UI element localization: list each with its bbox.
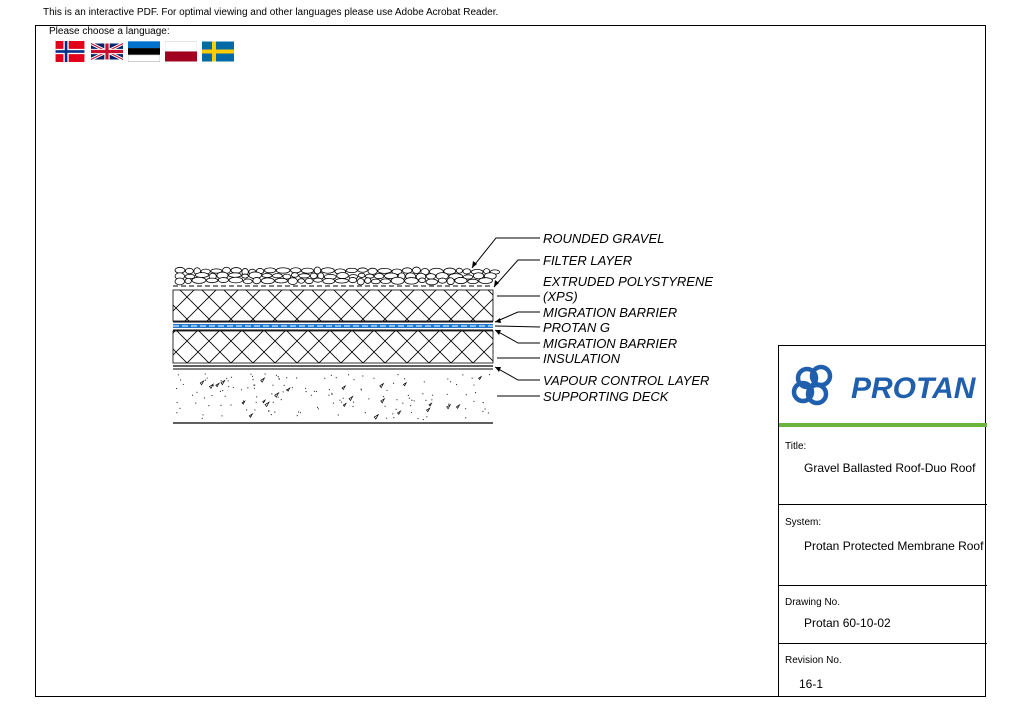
- deck-aggregate-stone: [456, 405, 459, 408]
- deck-aggregate-dot: [226, 378, 227, 379]
- deck-aggregate-dot: [343, 398, 344, 399]
- deck-aggregate-dot: [176, 412, 177, 413]
- gravel-layer: [175, 267, 500, 285]
- deck-aggregate-dot: [228, 386, 229, 387]
- deck-aggregate-dot: [221, 415, 222, 416]
- deck-aggregate-stone: [275, 393, 279, 397]
- deck-aggregate-dot: [341, 401, 342, 402]
- deck-aggregate-dot: [397, 374, 398, 375]
- drawing-value: Protan 60-10-02: [804, 616, 891, 630]
- gravel-pebble: [243, 279, 252, 284]
- deck-aggregate-dot: [202, 414, 203, 415]
- deck-aggregate-dot: [402, 403, 403, 404]
- deck-aggregate-stone: [261, 378, 265, 382]
- deck-aggregate-dot: [383, 396, 384, 397]
- deck-aggregate-dot: [274, 412, 275, 413]
- deck-aggregate-dot: [353, 379, 354, 380]
- deck-aggregate-stone: [381, 399, 385, 403]
- deck-aggregate-dot: [180, 379, 181, 380]
- deck-aggregate-stone: [447, 405, 451, 409]
- deck-aggregate-stone: [479, 377, 482, 380]
- deck-aggregate-dot: [329, 389, 330, 390]
- label-insulation: INSULATION: [543, 351, 621, 366]
- system-label: System:: [785, 517, 822, 528]
- gravel-pebble: [323, 278, 335, 283]
- deck-aggregate-dot: [179, 408, 180, 409]
- deck-aggregate-dot: [333, 403, 334, 404]
- deck-aggregate-dot: [339, 400, 340, 401]
- gravel-pebble: [305, 278, 313, 283]
- deck-aggregate-dot: [475, 392, 476, 393]
- gravel-pebble: [456, 268, 462, 273]
- drawing-cell: [779, 585, 987, 643]
- deck-aggregate-dot: [386, 390, 387, 391]
- gravel-pebble: [381, 279, 391, 284]
- gravel-pebble: [291, 273, 298, 278]
- label-migration-barrier-top: MIGRATION BARRIER: [543, 305, 678, 320]
- gravel-pebble: [175, 267, 185, 273]
- deck-aggregate-stone: [287, 388, 290, 391]
- deck-aggregate-dot: [404, 378, 405, 379]
- gravel-pebble: [242, 274, 249, 278]
- deck-aggregate-dot: [246, 409, 247, 410]
- gravel-pebble: [335, 279, 348, 283]
- deck-aggregate-dot: [417, 418, 418, 419]
- gravel-pebble: [337, 273, 349, 279]
- deck-aggregate-dot: [384, 406, 385, 407]
- deck-aggregate-stone: [242, 401, 245, 404]
- gravel-pebble: [301, 268, 313, 273]
- deck-aggregate-stone: [429, 403, 432, 406]
- deck-aggregate-dot: [426, 416, 427, 417]
- deck-aggregate-dot: [395, 409, 396, 410]
- deck-aggregate-dot: [250, 374, 251, 375]
- gravel-pebble: [272, 274, 282, 278]
- deck-aggregate-dot: [231, 377, 232, 378]
- deck-aggregate-dot: [273, 402, 274, 403]
- deck-aggregate-stone: [343, 403, 346, 406]
- deck-aggregate-dot: [252, 379, 253, 380]
- deck-aggregate-dot: [204, 397, 205, 398]
- deck-aggregate-dot: [192, 395, 193, 396]
- deck-aggregate-dot: [447, 378, 448, 379]
- title-value: Gravel Ballasted Roof-Duo Roof: [804, 461, 976, 475]
- deck-aggregate-dot: [423, 419, 424, 420]
- deck-aggregate-dot: [278, 376, 279, 377]
- deck-aggregate-dot: [196, 392, 197, 393]
- deck-aggregate-dot: [393, 417, 394, 418]
- deck-aggregate-dot: [183, 384, 184, 385]
- deck-aggregate-dot: [272, 385, 273, 386]
- gravel-pebble: [426, 274, 435, 280]
- deck-aggregate-dot: [292, 387, 293, 388]
- deck-aggregate-dot: [424, 381, 425, 382]
- gravel-pebble: [438, 278, 446, 283]
- gravel-pebble: [358, 268, 368, 272]
- protan-logo: [779, 346, 987, 426]
- deck-aggregate-dot: [254, 385, 255, 386]
- deck-aggregate-dot: [265, 373, 266, 374]
- supporting-deck-layer: [176, 373, 490, 420]
- deck-aggregate-dot: [456, 384, 457, 385]
- deck-aggregate-dot: [353, 402, 354, 403]
- deck-aggregate-dot: [408, 395, 409, 396]
- deck-aggregate-dot: [465, 408, 466, 409]
- deck-aggregate-dot: [373, 378, 374, 379]
- deck-aggregate-dot: [465, 417, 466, 418]
- deck-aggregate-dot: [225, 396, 226, 397]
- label-migration-barrier-bottom: MIGRATION BARRIER: [543, 336, 678, 351]
- drawing-label: Drawing No.: [785, 597, 841, 608]
- deck-aggregate-dot: [447, 394, 448, 395]
- deck-aggregate-dot: [228, 380, 229, 381]
- label-xps: (XPS): [543, 289, 578, 304]
- deck-aggregate-dot: [283, 391, 284, 392]
- label-rounded-gravel: ROUNDED GRAVEL: [543, 231, 665, 246]
- interactive-pdf-notice: This is an interactive PDF. For optimal viewing and other languages please use Adobe Acrobat Reader.: [43, 7, 499, 18]
- gravel-pebble: [195, 273, 208, 278]
- gravel-pebble: [479, 278, 493, 284]
- deck-aggregate-dot: [256, 396, 257, 397]
- gravel-pebble: [314, 278, 323, 282]
- gravel-pebble: [357, 279, 364, 285]
- gravel-pebble: [218, 278, 228, 283]
- system-cell: [779, 504, 987, 585]
- deck-aggregate-dot: [286, 377, 287, 378]
- deck-aggregate-dot: [331, 375, 332, 376]
- gravel-pebble: [310, 273, 317, 279]
- label-supporting-deck: SUPPORTING DECK: [543, 389, 669, 404]
- deck-aggregate-dot: [211, 395, 212, 396]
- gravel-pebble: [288, 278, 297, 285]
- deck-aggregate-dot: [278, 397, 279, 398]
- xps-layer: [173, 290, 493, 321]
- deck-aggregate-dot: [220, 405, 221, 406]
- deck-aggregate-dot: [386, 418, 387, 419]
- deck-aggregate-dot: [473, 384, 474, 385]
- deck-aggregate-dot: [256, 402, 257, 403]
- deck-aggregate-dot: [331, 393, 332, 394]
- deck-aggregate-dot: [488, 412, 489, 413]
- gravel-pebble: [365, 278, 371, 284]
- gravel-pebble: [261, 278, 274, 284]
- deck-aggregate-dot: [411, 412, 412, 413]
- deck-aggregate-dot: [324, 378, 325, 379]
- gravel-pebble: [192, 277, 206, 283]
- gravel-pebble: [358, 273, 365, 277]
- gravel-pebble: [349, 277, 357, 282]
- deck-aggregate-dot: [254, 409, 255, 410]
- deck-aggregate-dot: [247, 387, 248, 388]
- deck-aggregate-dot: [300, 412, 301, 413]
- gravel-pebble: [447, 278, 454, 285]
- deck-aggregate-stone: [398, 411, 401, 414]
- deck-aggregate-dot: [352, 406, 353, 407]
- deck-aggregate-dot: [305, 391, 306, 392]
- deck-aggregate-dot: [361, 388, 362, 389]
- deck-aggregate-dot: [483, 402, 484, 403]
- deck-aggregate-dot: [348, 374, 349, 375]
- gravel-pebble: [206, 278, 217, 283]
- deck-aggregate-dot: [271, 414, 272, 415]
- deck-aggregate-dot: [336, 377, 337, 378]
- gravel-pebble: [264, 268, 275, 273]
- deck-aggregate-dot: [472, 378, 473, 379]
- gravel-pebble: [391, 277, 404, 284]
- deck-aggregate-dot: [252, 376, 253, 377]
- deck-aggregate-dot: [489, 374, 490, 375]
- gravel-pebble: [291, 268, 301, 273]
- deck-aggregate-dot: [318, 408, 319, 409]
- deck-aggregate-stone: [249, 414, 252, 417]
- gravel-pebble: [346, 268, 357, 272]
- title-label: Title:: [785, 441, 807, 452]
- gravel-pebble: [368, 268, 377, 274]
- title-block: [778, 345, 986, 697]
- deck-aggregate-dot: [207, 377, 208, 378]
- gravel-pebble: [463, 269, 471, 274]
- gravel-pebble: [185, 278, 191, 283]
- deck-aggregate-dot: [278, 378, 279, 379]
- deck-aggregate-dot: [176, 388, 177, 389]
- system-value: Protan Protected Membrane Roof: [804, 539, 984, 553]
- deck-aggregate-dot: [311, 395, 312, 396]
- deck-aggregate-dot: [482, 411, 483, 412]
- deck-aggregate-dot: [205, 380, 206, 381]
- deck-aggregate-dot: [177, 402, 178, 403]
- gravel-pebble: [455, 277, 467, 283]
- gravel-pebble: [276, 268, 290, 273]
- gravel-pebble: [275, 278, 288, 283]
- label-protan-g: PROTAN G: [543, 320, 610, 335]
- deck-aggregate-dot: [328, 394, 329, 395]
- protan-logo-text: PROTAN: [851, 372, 976, 405]
- deck-aggregate-dot: [368, 398, 369, 399]
- deck-aggregate-dot: [241, 389, 242, 390]
- gravel-pebble: [229, 277, 243, 283]
- roof-section-diagram: [0, 0, 778, 440]
- gravel-pebble: [426, 279, 438, 285]
- deck-aggregate-dot: [317, 407, 318, 408]
- revision-cell: [779, 643, 987, 698]
- gravel-pebble: [402, 268, 412, 273]
- gravel-pebble: [374, 273, 384, 278]
- deck-aggregate-dot: [393, 383, 394, 384]
- deck-aggregate-stone: [427, 408, 430, 412]
- revision-value: 16-1: [799, 677, 824, 691]
- gravel-pebble: [262, 273, 272, 277]
- gravel-pebble: [231, 268, 241, 274]
- deck-aggregate-dot: [233, 387, 234, 388]
- deck-aggregate-dot: [195, 402, 196, 403]
- deck-aggregate-dot: [392, 413, 393, 414]
- gravel-pebble: [253, 277, 261, 283]
- deck-aggregate-dot: [462, 374, 463, 375]
- revision-label: Revision No.: [785, 655, 842, 666]
- deck-aggregate-dot: [450, 381, 451, 382]
- deck-aggregate-stone: [200, 381, 203, 385]
- gravel-pebble: [419, 278, 426, 283]
- gravel-pebble: [378, 268, 392, 273]
- deck-aggregate-dot: [205, 373, 206, 374]
- deck-aggregate-dot: [448, 404, 449, 405]
- deck-aggregate-stone: [349, 396, 353, 400]
- deck-aggregate-dot: [221, 380, 222, 381]
- gravel-pebble: [468, 279, 479, 283]
- deck-aggregate-dot: [220, 391, 221, 392]
- deck-aggregate-dot: [473, 401, 474, 402]
- deck-aggregate-stone: [265, 402, 269, 406]
- deck-aggregate-stone: [380, 384, 384, 388]
- gravel-pebble: [185, 268, 193, 273]
- gravel-pebble: [371, 279, 380, 284]
- deck-aggregate-dot: [331, 394, 332, 395]
- deck-aggregate-dot: [432, 395, 433, 396]
- deck-aggregate-dot: [230, 404, 231, 405]
- deck-aggregate-dot: [422, 393, 423, 394]
- gravel-pebble: [298, 279, 305, 284]
- deck-aggregate-dot: [208, 405, 209, 406]
- insulation-layer: [173, 331, 493, 363]
- gravel-pebble: [175, 278, 185, 285]
- deck-aggregate-stone: [216, 383, 219, 386]
- deck-aggregate-dot: [466, 394, 467, 395]
- deck-aggregate-dot: [362, 375, 363, 376]
- deck-aggregate-dot: [296, 377, 297, 378]
- label-extruded-polystyrene: EXTRUDED POLYSTYRENE: [543, 274, 714, 289]
- protan-logo-icon: [794, 367, 830, 403]
- deck-aggregate-dot: [411, 400, 412, 401]
- deck-aggregate-dot: [338, 414, 339, 415]
- label-filter-layer: FILTER LAYER: [543, 253, 633, 268]
- language-prompt: Please choose a language:: [49, 26, 170, 37]
- deck-aggregate-dot: [281, 399, 282, 400]
- deck-aggregate-stone: [374, 415, 378, 419]
- gravel-pebble: [229, 273, 242, 278]
- deck-aggregate-dot: [409, 398, 410, 399]
- deck-aggregate-stone: [209, 384, 213, 388]
- gravel-pebble: [412, 267, 420, 273]
- deck-aggregate-stone: [263, 400, 266, 403]
- gravel-pebble: [405, 278, 419, 285]
- label-vapour-control-layer: VAPOUR CONTROL LAYER: [543, 373, 710, 388]
- deck-aggregate-dot: [222, 390, 223, 391]
- deck-aggregate-dot: [271, 393, 272, 394]
- deck-aggregate-dot: [178, 374, 179, 375]
- title-cell: [779, 426, 987, 504]
- deck-aggregate-dot: [485, 408, 486, 409]
- deck-aggregate-dot: [254, 388, 255, 389]
- deck-aggregate-dot: [410, 405, 411, 406]
- deck-aggregate-stone: [404, 383, 407, 386]
- deck-aggregate-dot: [276, 375, 277, 376]
- deck-aggregate-dot: [431, 399, 432, 400]
- deck-aggregate-stone: [342, 386, 345, 390]
- deck-aggregate-dot: [298, 411, 299, 412]
- deck-aggregate-dot: [202, 418, 203, 419]
- deck-aggregate-dot: [425, 400, 426, 401]
- deck-aggregate-dot: [414, 400, 415, 401]
- deck-aggregate-dot: [365, 412, 366, 413]
- gravel-pebble: [299, 274, 310, 278]
- deck-aggregate-dot: [297, 415, 298, 416]
- deck-aggregate-dot: [316, 391, 317, 392]
- deck-aggregate-dot: [314, 391, 315, 392]
- deck-aggregate-dot: [284, 385, 285, 386]
- deck-aggregate-dot: [396, 399, 397, 400]
- gravel-pebble: [321, 268, 334, 274]
- deck-aggregate-dot: [305, 388, 306, 389]
- deck-aggregate-dot: [268, 411, 269, 412]
